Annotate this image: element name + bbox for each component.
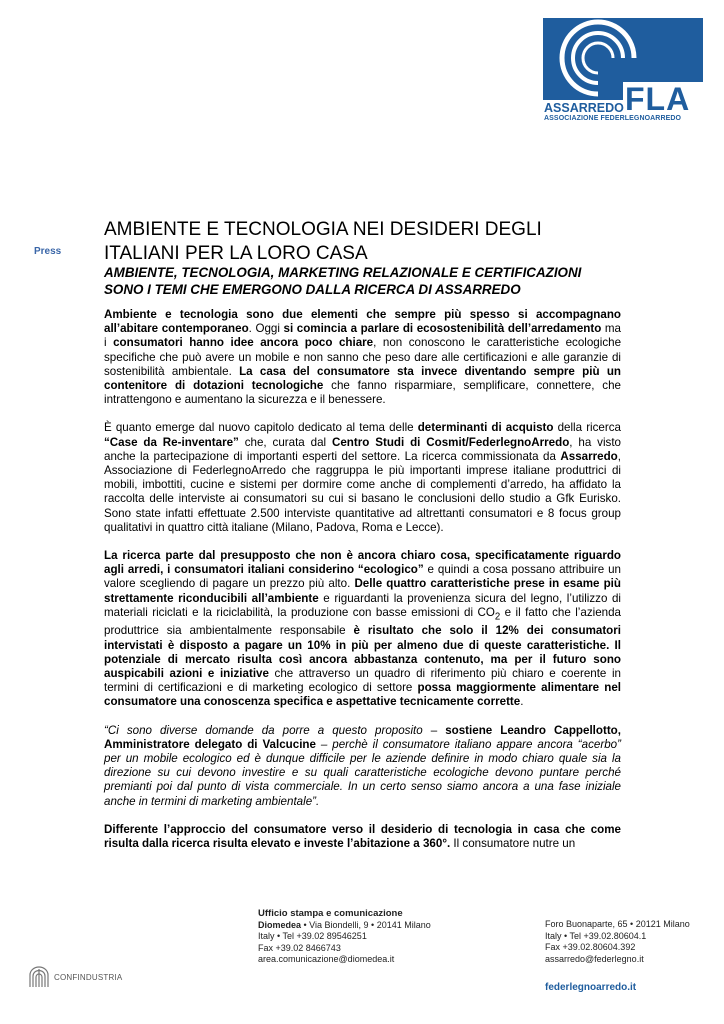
press-label: Press bbox=[34, 246, 62, 257]
agency-fax: Fax +39.02 8466743 bbox=[258, 942, 341, 953]
confindustria-label: CONFINDUSTRIA bbox=[54, 972, 123, 982]
agency-address: Diomedea • Via Biondelli, 9 • 20141 Milano bbox=[258, 919, 431, 930]
paragraph-1: Ambiente e tecnologia sono due elementi che sempre più spesso si accompagnano all’abitare contemporaneo. Oggi si comincia a parlare di ecosostenibilità dell’arredamento ma i consumatori hanno idee ancora poco chiare, non conoscono le caratteristiche ecologiche specifiche che può avere un mobile e non sanno che peso dare alle certificazioni e alle garanzie di sostenibilità ambientale. La casa del consumatore sta invece diventando sempre più un contenitore di dotazioni tecnologiche che fanno risparmiare, semplificare, connettere, che intrattengono e aumentano la sicurezza e il benessere. bbox=[104, 308, 622, 407]
logo-subtitle: ASSOCIAZIONE FEDERLEGNOARREDO bbox=[544, 115, 682, 122]
page-subtitle bbox=[104, 264, 644, 298]
headquarters-contacts bbox=[545, 919, 690, 965]
logo-name: ASSARREDO bbox=[544, 101, 624, 115]
confindustria-icon bbox=[28, 965, 50, 989]
website-link[interactable]: federlegnoarredo.it bbox=[545, 982, 637, 993]
article-body bbox=[104, 308, 621, 865]
paragraph-2: È quanto emerge dal nuovo capitolo dedicato al tema delle determinanti di acquisto della ricerca “Case da Re-inventare” che, curata dal Centro Studi di Cosmit/FederlegnoArredo, ha visto anche la partecipazione di importanti esperti del settore. La ricerca commissionata da Assarredo, Associazione di FederlegnoArredo che raggruppa le più importanti imprese italiane produttrici di mobili, imbottiti, cucine e sistemi per dormire come anche di complementi d’arredo, ha affidato la raccolta delle interviste ai consumatori su cui si basano le conclusioni dello studio a Gfk Eurisko. Sono state infatti effettuate 2.500 interviste quantitative ad altrettanti consumatori e 8 focus group qualitativi in quattro città italiane (Milano, Padova, Roma e Lecce). bbox=[104, 421, 621, 534]
press-office-title: Ufficio stampa e comunicazione bbox=[258, 908, 403, 919]
page-title bbox=[104, 218, 624, 266]
subtitle-line-1: AMBIENTE, TECNOLOGIA, MARKETING RELAZIONALE E CERTIFICAZIONI bbox=[104, 265, 582, 280]
hq-email[interactable]: assarredo@federlegno.it bbox=[545, 953, 644, 964]
press-office-contacts bbox=[258, 908, 431, 966]
agency-email[interactable]: area.comunicazione@diomedea.it bbox=[258, 954, 395, 964]
confindustria-logo bbox=[28, 965, 122, 989]
paragraph-5: Differente l’approccio del consumatore verso il desiderio di tecnologia in casa che come risulta dalla ricerca risulta elevato e investe l’abitazione a 360°. Il consumatore nutre un bbox=[104, 822, 621, 851]
title-line-1: AMBIENTE E TECNOLOGIA NEI DESIDERI DEGLI bbox=[104, 219, 542, 240]
assarredo-logo bbox=[543, 18, 703, 126]
hq-tel: Italy • Tel +39.02.80604.1 bbox=[545, 930, 647, 941]
title-line-2: ITALIANI PER LA LORO CASA bbox=[104, 243, 368, 264]
hq-fax: Fax +39.02.80604.392 bbox=[545, 942, 636, 952]
logo-mark-text: FLA bbox=[625, 81, 691, 117]
agency-tel: Italy • Tel +39.02 89546251 bbox=[258, 931, 367, 941]
paragraph-4-quote: “Ci sono diverse domande da porre a questo proposito – sostiene Leandro Cappellotto, Amministratore delegato di Valcucine – perchè il consumatore italiano appare ancora “acerbo” per un mobile ecologico ed è dunque difficile per le aziende definire in modo chiaro quale sia la direzione su cui devono investire e su quali caratteristiche ecologiche devono puntare perché premianti poi dal punto di vista commerciale. In un certo senso siamo ancora a una fase iniziale anche in termini di marketing ambientale”. bbox=[104, 723, 621, 808]
subtitle-line-2: SONO I TEMI CHE EMERGONO DALLA RICERCA DI ASSARREDO bbox=[104, 282, 521, 297]
paragraph-3: La ricerca parte dal presupposto che non è ancora chiaro cosa, specificatamente riguardo agli arredi, i consumatori italiani considerino “ecologico” e quindi a cosa possano attribuire un valore scegliendo di pagare un prezzo più alto. Delle quattro caratteristiche prese in esame più strettamente riconducibili all’ambiente e riguardanti la provenienza sicura del legno, l’utilizzo di materiali riciclati e la riciclabilità, la produzione con basse emissioni di $CO_2$ e il fatto che l’azienda produttrice sia ambientalmente responsabile è risultato che solo il 12% dei consumatori intervistati è disposto a pagare un 10% in più per almeno due di queste caratteristiche. Il potenziale di mercato risulta così ancora abbastanza contenuto, ma per il futuro sono auspicabili azioni e iniziative che attraverso un quadro di riferimento più chiaro e coerente in termini di certificazioni e di marketing ecologico di settore possa maggiormente alimentare nel consumatore una conoscenza specifica e aspettative tecnicamente corrette. bbox=[104, 549, 622, 709]
hq-address: Foro Buonaparte, 65 • 20121 Milano bbox=[545, 919, 690, 929]
